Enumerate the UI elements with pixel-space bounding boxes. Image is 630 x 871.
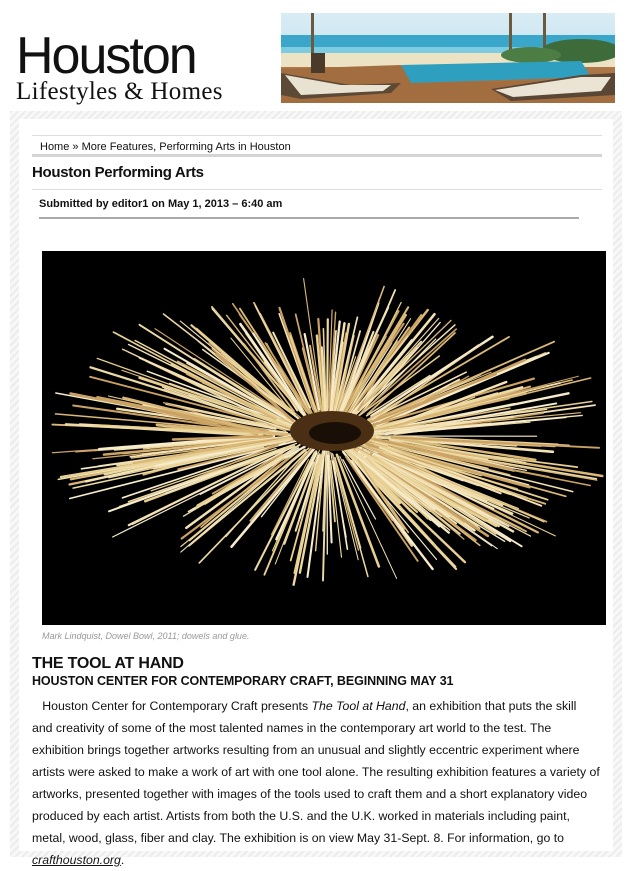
article-subheading: HOUSTON CENTER FOR CONTEMPORARY CRAFT, BEGINNING MAY 31 xyxy=(32,674,453,688)
article-text-middle: , an exhibition that puts the skill and creativity of some of the most talented names in the contemporary art world to the test. The exhibition brings together artworks resulting from an unusual and slightly eccentric experiment where artists were asked to make a work of art with one tool alone. The resulting exhibition features a variety of artworks, presented together with images of the tools used to craft them and a short explanatory video produced by each artist. Artists from both the U.S. and the U.K. worked in materials including paint, metal, wood, glass, fiber and clay. The exhibition is on view May 31-Sept. 8. For information, go to xyxy=(32,699,600,845)
bowl-hollow xyxy=(309,422,361,444)
content-panel xyxy=(19,119,613,851)
breadcrumb xyxy=(32,135,602,157)
site-logo[interactable] xyxy=(16,30,266,104)
breadcrumb-more-features-link[interactable]: More Features xyxy=(82,141,154,153)
breadcrumb-separator: » xyxy=(72,141,78,153)
header-banner-image xyxy=(281,13,615,103)
breadcrumb-home-link[interactable]: Home xyxy=(40,141,69,153)
crafthouston-link[interactable]: crafthouston.org xyxy=(32,853,121,867)
breadcrumb-performing-arts-link[interactable]: Performing Arts in Houston xyxy=(159,141,290,153)
article-heading: THE TOOL AT HAND xyxy=(32,655,184,673)
byline-divider xyxy=(39,217,579,219)
title-divider xyxy=(32,189,602,190)
page-title: Houston Performing Arts xyxy=(32,164,204,181)
content-frame xyxy=(10,111,622,857)
logo-main-text: Houston xyxy=(16,30,266,82)
dowel-stick xyxy=(327,319,328,410)
article-body xyxy=(32,695,600,871)
article-text-start: Houston Center for Contemporary Craft presents xyxy=(42,699,311,713)
breadcrumb-comma: , xyxy=(153,141,159,153)
exhibition-title: The Tool at Hand xyxy=(312,699,406,713)
artwork-photo[interactable] xyxy=(42,251,606,625)
article-text-end: . xyxy=(121,853,124,867)
submitted-byline: Submitted by editor1 on May 1, 2013 – 6:40 am xyxy=(39,198,282,210)
logo-sub-text: Lifestyles & Homes xyxy=(16,80,266,104)
photo-caption: Mark Lindquist, Dowel Bowl, 2011; dowels and glue. xyxy=(42,631,249,641)
